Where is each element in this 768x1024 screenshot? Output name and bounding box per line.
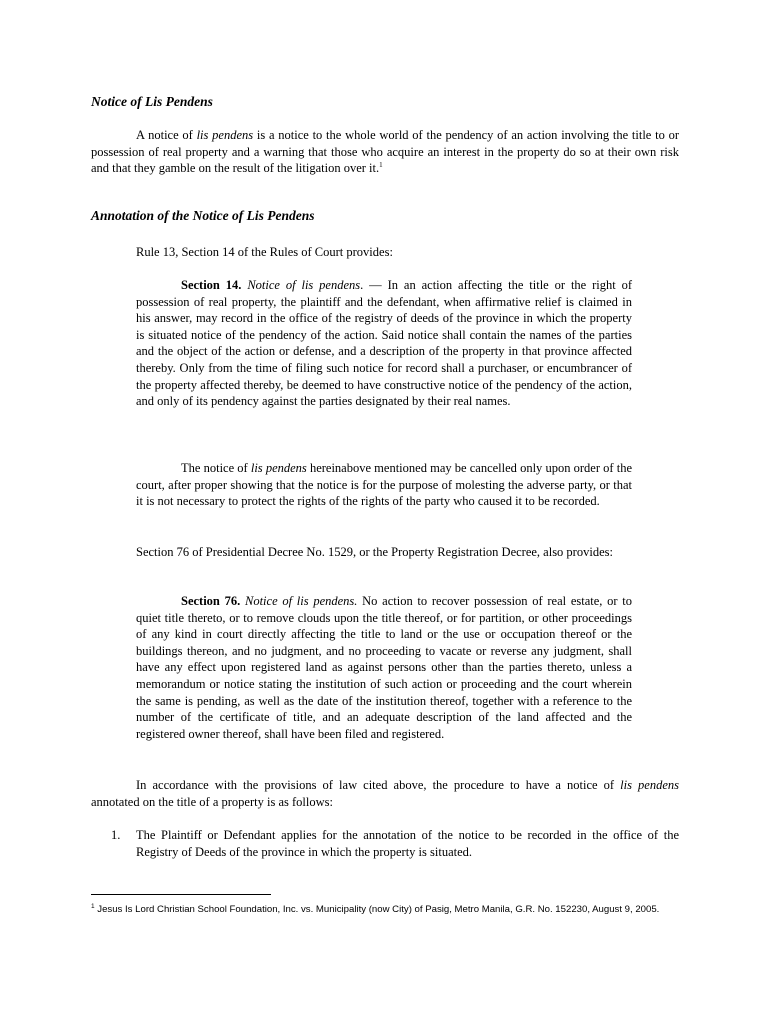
quote-section-76: Section 76. Notice of lis pendens. No action to recover possession of real estate, or to quiet title thereto, or to remove clouds upon the title thereof, or for partition, or other proceedings of any kind in court directly affecting the title to land or the use or occupation thereof or the buildings thereon, and no judgment, and no proceeding to vacate or reverse any judgment, shall have any effect upon registered land as against persons other than the parties thereto, unless a memorandum or notice stating the institution of such action or proceeding and the court wherein the same is pending, as well as the date of the institution thereof, together with a reference to the number of the certificate of title, and an adequate description of the land affected and the registered owner thereof, shall have been filed and registered.	[136, 594, 633, 741]
procedure-step-number: 1.	[111, 828, 121, 842]
heading-annotation: Annotation of the Notice of Lis Pendens	[91, 208, 315, 223]
paragraph-pd-intro: Section 76 of Presidential Decree No. 1529, or the Property Registration Decree, also provides:	[136, 545, 613, 559]
footnote-divider	[91, 894, 271, 895]
procedure-step-text: The Plaintiff or Defendant applies for the annotation of the notice to be recorded in the office of the Registry of Deeds of the province in which the property is situated.	[136, 828, 679, 859]
footnote-reference[interactable]: 1	[379, 161, 383, 170]
footnote	[91, 902, 679, 917]
quote-section-14: Section 14. Notice of lis pendens. — In an action affecting the title or the right of possession of real property, the plaintiff and the defendant, when affirmative relief is claimed in his answer, may record in the office of the registry of deeds of the province in which the property is situated notice of the pendency of the action. Said notice shall contain the names of the parties and the object of the action or defense, and a description of the property in that province affected thereby. Only from the time of filing such notice for record shall a purchaser, or encumbrancer of the property affected thereby, be deemed to have constructive notice of the pendency of the action, and only of its pendency against the parties designated by their real names.	[136, 278, 633, 409]
paragraph-definition: A notice of lis pendens is a notice to the whole world of the pendency of an action involving the title to or possession of real property and a warning that those who acquire an interest in the property do so at their own risk and that they gamble on the result of the litigation over it.$^1$	[91, 128, 679, 176]
paragraph-procedure-intro: In accordance with the provisions of law cited above, the procedure to have a notice of lis pendens annotated on the title of a property is as follows:	[91, 778, 679, 809]
footnote-text: Jesus Is Lord Christian School Foundation, Inc. vs. Municipality (now City) of Pasig, Metro Manila, G.R. No. 152230, August 9, 2005.	[94, 904, 660, 915]
footnote-number: 1	[91, 902, 95, 910]
procedure-step	[111, 827, 679, 860]
heading-notice-of-lis-pendens: Notice of Lis Pendens	[91, 94, 213, 109]
paragraph-rule-intro: Rule 13, Section 14 of the Rules of Court provides:	[136, 245, 393, 259]
quote-section-14-cancellation: The notice of lis pendens hereinabove mentioned may be cancelled only upon order of the court, after proper showing that the notice is for the purpose of molesting the adverse party, or that it is not necessary to protect the rights of the rights of the party who caused it to be recorded.	[136, 461, 632, 509]
